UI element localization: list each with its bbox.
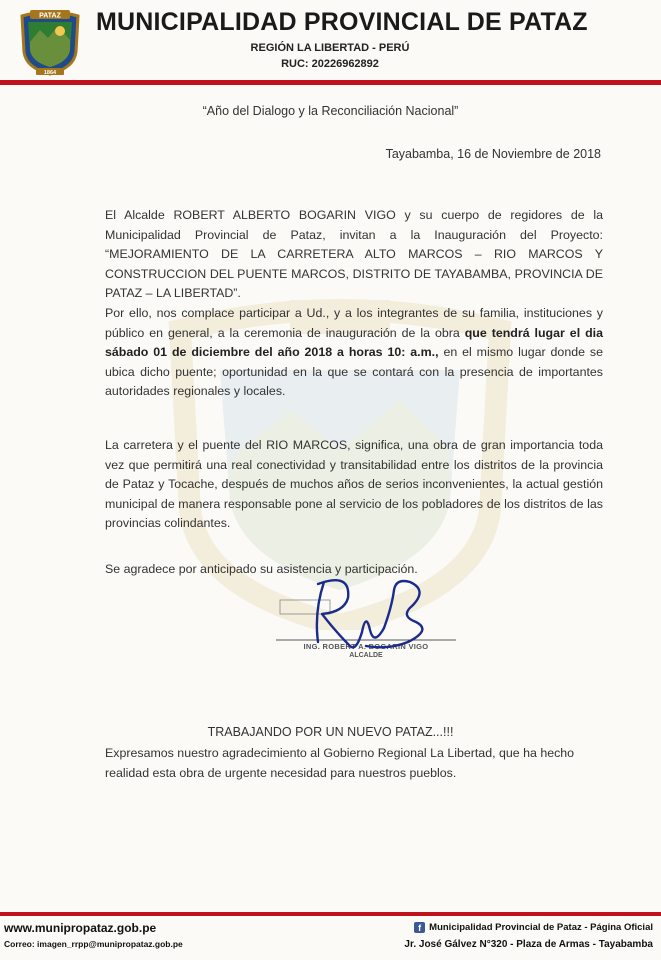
svg-text:PATAZ: PATAZ [39, 12, 61, 20]
svg-text:1864: 1864 [43, 70, 57, 76]
region-subtitle: REGIÓN LA LIBERTAD - PERÚ [250, 42, 410, 54]
office-address: Jr. José Gálvez N°320 - Plaza de Armas - Tayabamba [404, 939, 653, 950]
event-date-highlight: que tendrá lugar el dia sábado 01 de diciembre del año 2018 a horas 10: a.m., [105, 325, 603, 360]
acknowledgement-paragraph: Expresamos nuestro agradecimiento al Gobierno Regional La Libertad, que ha hecho realidad esta obra de urgente necesidad para nuestros pueblos. [105, 746, 575, 780]
mayor-role-stamp: ALCALDE [349, 652, 383, 659]
invitation-text-details: Por ello, nos complace participar a Ud., y a los integrantes de su familia, instituciones y público en general, a la ceremonia de inauguración de la obra [105, 305, 603, 340]
municipality-title: MUNICIPALIDAD PROVINCIAL DE PATAZ [96, 8, 588, 36]
ruc-number: RUC: 20226962892 [281, 58, 379, 70]
thanks-attendance-paragraph: Se agradece por anticipado su asistencia y participación. [105, 562, 418, 576]
municipal-coat-of-arms-logo [16, 6, 84, 76]
handwritten-signature [296, 572, 436, 660]
letter-date: Tayabamba, 16 de Noviembre de 2018 [385, 147, 601, 161]
year-motto: “Año del Dialogo y la Reconciliación Nacional” [202, 104, 459, 118]
website-link[interactable]: www.munipropataz.gob.pe [4, 921, 157, 935]
header-divider [0, 80, 661, 85]
invitation-paragraph [105, 206, 603, 402]
footer-divider [0, 912, 661, 916]
facebook-page-link[interactable] [414, 922, 653, 933]
facebook-icon: f [414, 922, 425, 933]
invitation-text-intro: El Alcalde ROBERT ALBERTO BOGARIN VIGO y su cuerpo de regidores de la Municipalidad Provincial de Pataz, invitan a la Inauguración del Proyecto: “MEJORAMIENTO DE LA CARRETERA ALTO MARCOS – RIO MARCOS Y CONSTRUCCION DEL PUENTE MARCOS, DISTRITO DE TAYABAMBA, PROVINCIA DE PATAZ – LA LIBERTAD”. [105, 208, 603, 301]
contact-email[interactable]: Correo: imagen_rrpp@munipropataz.gob.pe [4, 939, 183, 949]
closing-slogan: TRABAJANDO POR UN NUEVO PATAZ...!!! [207, 725, 454, 739]
invitation-text-closing: en el mismo lugar donde se ubica dicho puente; oportunidad en la que se contará con la presencia de importantes autoridades regionales y locales. [105, 345, 603, 399]
facebook-page-label: Municipalidad Provincial de Pataz - Página Oficial [429, 922, 653, 933]
significance-paragraph: La carretera y el puente del RIO MARCOS, significa, una obra de gran importancia toda vez que permitirá una real conectividad y transitabilidad entre los distritos de la provincia de Pataz y Tocache, después de muchos años de serios inconvenientes, la actual gestión municipal de manera responsable pone al servicio de los pobladores de los distritos de las provincias colindantes. [105, 438, 603, 531]
mayor-name-stamp: ING. ROBERT A. BOGARIN VIGO [303, 642, 429, 651]
